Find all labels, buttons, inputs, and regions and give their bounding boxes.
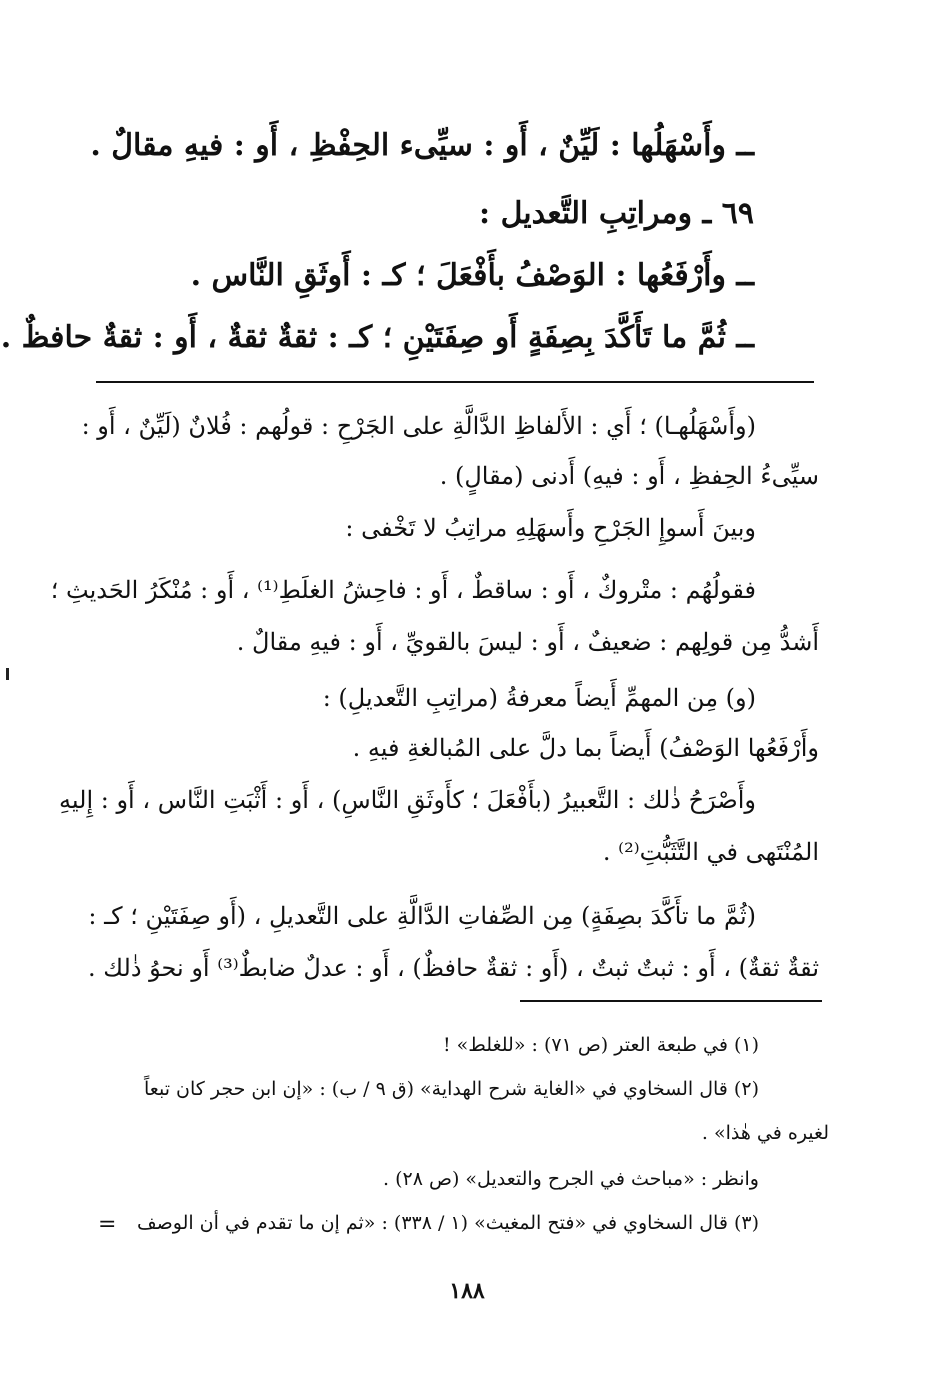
sharh-p4-line-1: (و) مِن المهمِّ أَيضاً معرفةُ (مراتِبِ التَّعديلِ) :: [322, 684, 756, 712]
footnote-2-see-also: وانظر : «مباحث في الجرح والتعديل» (ص ٢٨) .: [383, 1168, 759, 1190]
matn-divider: [96, 381, 814, 383]
footnote-2-line-2: لغيره في هٰذا» .: [701, 1122, 829, 1144]
sharh-p6-line-2: المُنْتَهى في التَّثَبُّتِ⁽²⁾ .: [602, 838, 819, 866]
footnote-3: (٣) قال السخاوي في «فتح المغيث» (١ / ٣٣٨) : «ثم إن ما تقدم في أن الوصف: [136, 1212, 759, 1234]
sharh-p6-line-1: وأَصْرَحُ ذٰلك : التَّعبيرُ (بأَفْعَلَ ؛ كأَوثَقِ النَّاسِ) ، أَو : أَثْبَتِ النَّاس ، أَو : إِليهِ: [59, 786, 756, 814]
sharh-p2-line-1: وبينَ أَسوإِ الجَرْحِ وأَسهَلِهِ مراتِبُ لا تَخْفى :: [345, 514, 756, 542]
sharh-p3-line-1: فقولُهُم : متْروكٌ ، أَو : ساقطٌ ، أَو : فاحِشُ الغلَطِ⁽¹⁾ ، أَو : مُنْكَرُ الحَديثِ ؛: [50, 576, 756, 604]
sharh-p5-line-1: وأَرْفَعُها الوَصْفُ) أَيضاً بما دلَّ على المُبالغةِ فيهِ .: [352, 734, 819, 762]
sharh-p1-line-2: سيِّىءُ الحِفظِ ، أَو : فيهِ) أَدنى (مقالٍ) .: [439, 462, 819, 490]
page-number: ١٨٨: [449, 1278, 485, 1304]
matn-line-2: ٦٩ ـ ومراتِبِ التَّعديل :: [479, 196, 754, 231]
sharh-p3-line-2: أَشدُّ مِن قولِهم : ضعيفٌ ، أَو : ليسَ بالقويِّ ، أَو : فيهِ مقالٌ .: [236, 628, 819, 656]
scan-edge-mark: [6, 668, 9, 680]
continuation-mark: =: [98, 1212, 117, 1237]
sharh-p1-line-1: (وأَسْهَلُهـا) ؛ أَي : الأَلفاظِ الدَّالَّةِ على الجَرْحِ : قولُهم : فُلانٌ (لَيِّنٌ ، أَو :: [81, 412, 756, 440]
footnote-2-line-1: (٢) قال السخاوي في «الغاية شرح الهداية» (ق ٩ / ب) : «إن ابن حجر كان تبعاً: [144, 1078, 759, 1100]
matn-line-4: ــ ثُمَّ ما تَأَكَّدَ بِصِفَةٍ أَو صِفَتَيْنِ ؛ كـ : ثقةٌ ثقةٌ ، أَو : ثقةٌ حافظٌ .: [0, 320, 754, 355]
matn-line-3: ــ وأَرْفَعُها : الوَصْفُ بأَفْعَلَ ؛ كـ : أَوثَقِ النَّاس .: [190, 258, 754, 293]
footnote-divider: [520, 1000, 822, 1002]
matn-line-1: ــ وأَسْهَلُها : لَيِّنٌ ، أَو : سيِّىء الحِفْظِ ، أَو : فيهِ مقالٌ .: [90, 128, 754, 163]
sharh-p7-line-2: ثقةٌ ثقةٌ) ، أَو : ثبتٌ ثبتٌ ، (أَو : ثقةٌ حافظٌ) ، أَو : عدلٌ ضابطٌ⁽³⁾ أَو نحوُ ذٰلك .: [88, 954, 819, 982]
footnote-1: (١) في طبعة العتر (ص ٧١) : «للغلط» !: [442, 1034, 759, 1056]
sharh-p7-line-1: (ثُمَّ ما تأَكَّدَ بصِفَةٍ) مِن الصِّفاتِ الدَّالَّةِ على التَّعديلِ ، (أَو صِفَتَيْنِ ؛ كـ :: [88, 902, 756, 930]
